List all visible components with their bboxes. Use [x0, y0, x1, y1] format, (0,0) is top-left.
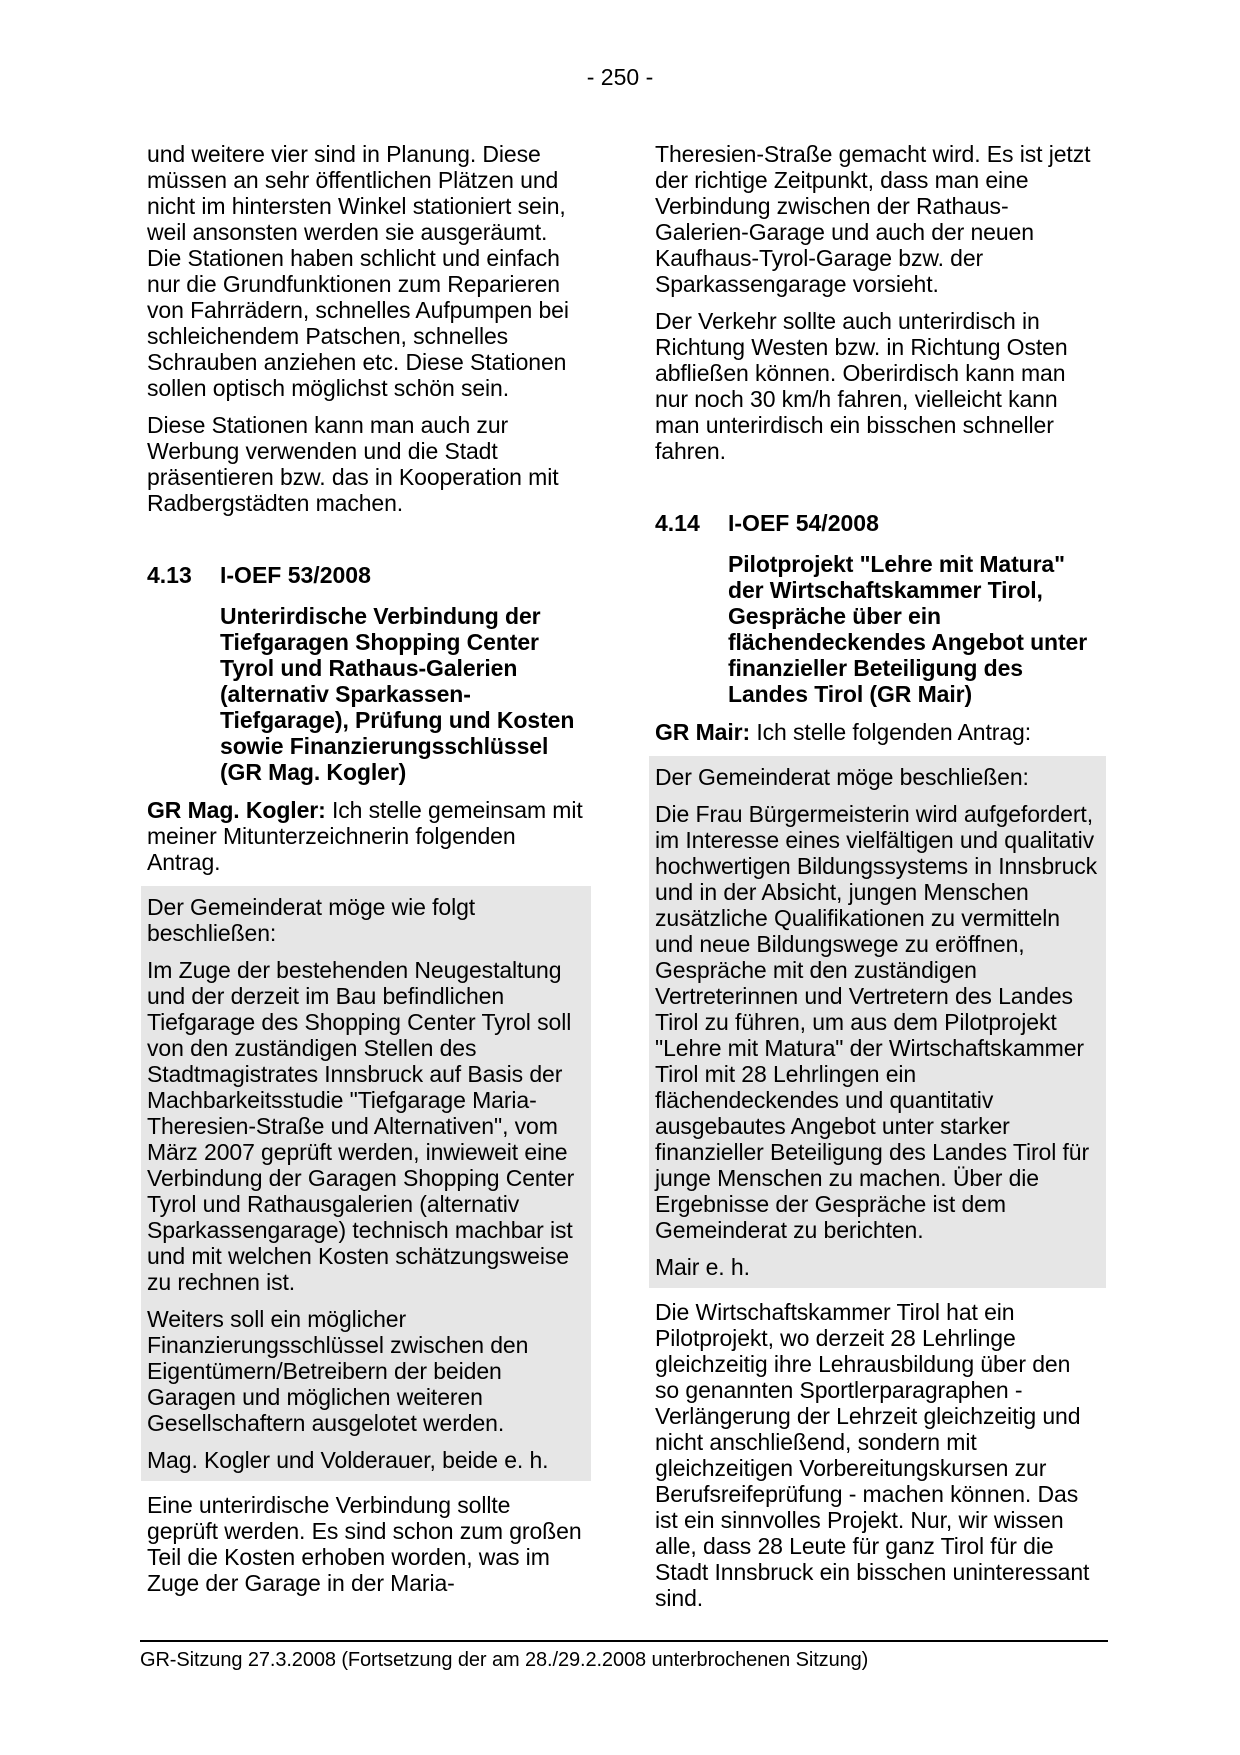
- motion-paragraph: Weiters soll ein möglicher Finanzierungsschlüssel zwischen den Eigentümern/Betreibern der beiden Garagen und möglichen weiteren Gesellschaftern ausgelotet werden.: [147, 1306, 529, 1436]
- left-column: [147, 141, 585, 1622]
- footer-text: GR-Sitzung 27.3.2008 (Fortsetzung der am 28./29.2.2008 unterbrochenen Sitzung): [140, 1649, 869, 1671]
- section-code: I-OEF 54/2008: [728, 510, 879, 536]
- section-title: Unterirdische Verbindung der Tiefgaragen Shopping Center Tyrol und Rathaus-Galerien (alternativ Sparkassen-Tiefgarage), Prüfung und Kosten sowie Finanzierungsschlüssel (GR Mag. Kogler): [220, 603, 575, 785]
- motion-paragraph: Der Gemeinderat möge beschließen:: [655, 764, 1029, 790]
- motion-paragraph: Die Frau Bürgermeisterin wird aufgefordert, im Interesse eines vielfältigen und qualitativ hochwertigen Bildungssystems in Innsbruck und in der Absicht, jungen Menschen zusätzliche Qualifikationen zu vermitteln und neue Bildungswege zu eröffnen, Gespräche mit den zuständigen Vertreterinnen und Vertretern des Landes Tirol zu führen, um aus dem Pilotprojekt "Lehre mit Matura" der Wirtschaftskammer Tirol mit 28 Lehrlingen ein flächendeckendes und quantitativ ausgebautes Angebot unter starker finanzieller Beteiligung des Landes Tirol für junge Menschen zu machen. Über die Ergebnisse der Gespräche ist dem Gemeinderat zu berichten.: [655, 801, 1098, 1243]
- motion-signature: Mag. Kogler und Volderauer, beide e. h.: [147, 1447, 549, 1473]
- motion-highlight-block: [141, 886, 591, 1481]
- motion-paragraph: Der Gemeinderat möge wie folgt beschließen:: [147, 894, 476, 946]
- body-paragraph: Diese Stationen kann man auch zur Werbung verwenden und die Stadt präsentieren bzw. das in Kooperation mit Radbergstädten machen.: [147, 412, 559, 516]
- speaker-name: GR Mag. Kogler:: [147, 797, 326, 823]
- speaker-paragraph: [147, 797, 585, 875]
- body-paragraph: Die Wirtschaftskammer Tirol hat ein Pilotprojekt, wo derzeit 28 Lehrlinge gleichzeitig ihre Lehrausbildung über den so genannten Sportlerparagraphen - Verlängerung der Lehrzeit gleichzeitig und nicht anschließend, sondern mit gleichzeitigen Vorbereitungskursen zur Berufsreifeprüfung - machen können. Das ist ein sinnvolles Projekt. Nur, wir wissen alle, dass 28 Leute für ganz Tirol für die Stadt Innsbruck ein bisschen uninteressant sind.: [655, 1299, 1090, 1611]
- body-paragraph: Theresien-Straße gemacht wird. Es ist jetzt der richtige Zeitpunkt, dass man eine Verbindung zwischen der Rathaus-Galerien-Garage und auch der neuen Kaufhaus-Tyrol-Garage bzw. der Sparkassengarage vorsieht.: [655, 141, 1091, 297]
- section-title: Pilotprojekt "Lehre mit Matura" der Wirtschaftskammer Tirol, Gespräche über ein flächendeckendes Angebot unter finanzieller Beteiligung des Landes Tirol (GR Mair): [728, 551, 1088, 707]
- section-4-14-heading: [655, 510, 1100, 536]
- speaker-text: Ich stelle gemeinsam mit meiner Mitunterzeichnerin folgenden Antrag.: [147, 797, 583, 875]
- section-4-13-heading: [147, 562, 585, 588]
- motion-signature: Mair e. h.: [655, 1254, 750, 1280]
- body-paragraph: Eine unterirdische Verbindung sollte geprüft werden. Es sind schon zum großen Teil die Kosten erhoben worden, was im Zuge der Garage in der Maria-: [147, 1492, 582, 1596]
- right-column: [655, 141, 1100, 1622]
- section-code: I-OEF 53/2008: [220, 562, 371, 588]
- page-footer: [140, 1640, 1108, 1672]
- text-columns: [147, 141, 1100, 1622]
- speaker-name: GR Mair:: [655, 719, 751, 745]
- section-number: 4.13: [147, 562, 192, 588]
- speaker-paragraph: [655, 719, 1100, 745]
- page-number: - 250 -: [586, 64, 654, 90]
- body-paragraph: Der Verkehr sollte auch unterirdisch in Richtung Westen bzw. in Richtung Osten abfließen können. Oberirdisch kann man nur noch 30 km/h fahren, vielleicht kann man unterirdisch ein bisschen schneller fahren.: [655, 308, 1068, 464]
- body-paragraph: und weitere vier sind in Planung. Diese müssen an sehr öffentlichen Plätzen und nicht im hintersten Winkel stationiert sein, weil ansonsten werden sie ausgeräumt. Die Stationen haben schlicht und einfach nur die Grundfunktionen zum Reparieren von Fahrrädern, schnelles Aufpumpen bei schleichendem Patschen, schnelles Schrauben anziehen etc. Diese Stationen sollen optisch möglichst schön sein.: [147, 141, 569, 401]
- section-number: 4.14: [655, 510, 700, 536]
- speaker-text: Ich stelle folgenden Antrag:: [756, 719, 1032, 745]
- motion-paragraph: Im Zuge der bestehenden Neugestaltung und der derzeit im Bau befindlichen Tiefgarage des Shopping Center Tyrol soll von den zuständigen Stellen des Stadtmagistrates Innsbruck auf Basis der Machbarkeitsstudie "Tiefgarage Maria-Theresien-Straße und Alternativen", vom März 2007 geprüft werden, inwieweit eine Verbindung der Garagen Shopping Center Tyrol und Rathausgalerien (alternativ Sparkassengarage) technisch machbar ist und mit welchen Kosten schätzungsweise zu rechnen ist.: [147, 957, 575, 1295]
- motion-highlight-block: [649, 756, 1106, 1288]
